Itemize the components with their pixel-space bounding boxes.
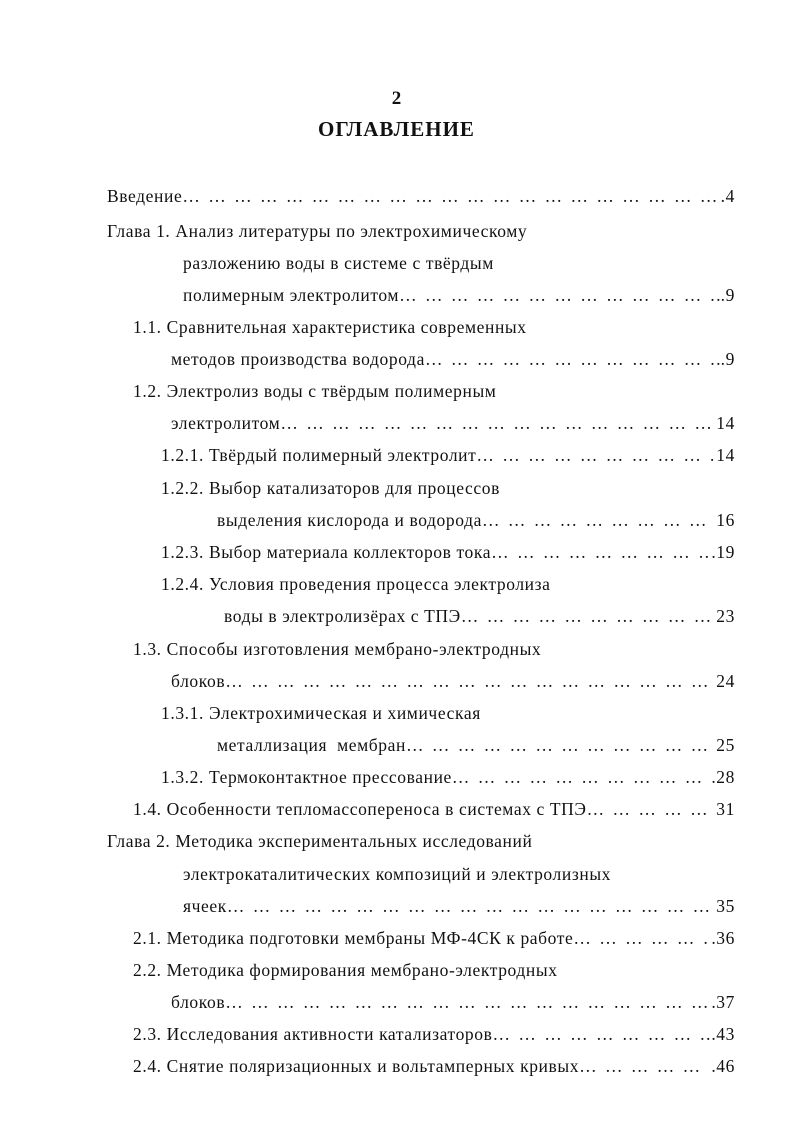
toc-leader: [493, 1023, 711, 1045]
toc-text: полимерным электролитом: [183, 285, 400, 305]
toc-leader: [579, 1055, 710, 1077]
toc-page: 35: [716, 896, 735, 916]
toc-text: ячеек: [183, 896, 227, 916]
toc-entry-chapter-2[interactable]: [183, 895, 735, 917]
toc-page: .43: [711, 1024, 735, 1044]
toc-text: 2.3. Исследования активности катализаторов: [133, 1024, 493, 1044]
toc-entry-section-1-2[interactable]: [171, 412, 735, 434]
toc-text: выделения кислорода и водорода: [217, 510, 482, 530]
toc-entry-section-2-2[interactable]: [171, 991, 735, 1013]
toc-page: 14: [716, 413, 735, 433]
toc-page: 31: [716, 799, 735, 819]
toc-entry-section-1-2-2[interactable]: [217, 509, 735, 531]
toc-leader: [482, 509, 715, 531]
toc-chapter-1-line2: разложению воды в системе с твёрдым: [183, 253, 494, 273]
toc-text: воды в электролизёрах с ТПЭ: [224, 606, 461, 626]
toc-leader: [491, 541, 710, 563]
toc-entry-section-1-3[interactable]: [171, 670, 735, 692]
toc-page: .9: [720, 349, 735, 369]
toc-page: .4: [720, 186, 735, 206]
toc-text: методов производства водорода: [171, 349, 425, 369]
toc-entry-section-2-4[interactable]: [133, 1055, 735, 1077]
page-title: ОГЛАВЛЕНИЕ: [318, 117, 475, 141]
toc-text: 1.3.2. Термоконтактное прессование: [161, 767, 452, 787]
toc-page: .37: [711, 992, 735, 1012]
toc-section-2-2-line1[interactable]: 2.2. Методика формирования мембрано-электродных: [133, 960, 558, 980]
toc-leader: [399, 284, 720, 306]
toc-leader: [461, 605, 715, 627]
toc-chapter-2-line2: электрокаталитических композиций и электролизных: [183, 864, 612, 884]
toc-leader: [280, 412, 715, 434]
toc-section-1-3-line1[interactable]: 1.3. Способы изготовления мембрано-электродных: [133, 639, 542, 659]
toc-text: 1.4. Особенности тепломассопереноса в системах с ТПЭ: [133, 799, 587, 819]
toc-entry-section-1-1[interactable]: [171, 348, 735, 370]
toc-text: блоков: [171, 992, 226, 1012]
toc-leader: [227, 895, 715, 917]
toc-entry-section-2-3[interactable]: [133, 1023, 735, 1045]
toc-text: металлизация мембран: [217, 735, 406, 755]
toc-text: 1.2.1. Твёрдый полимерный электролит: [161, 445, 477, 465]
toc-entry-chapter-1[interactable]: [183, 284, 735, 306]
toc-section-1-3-1-line1[interactable]: 1.3.1. Электрохимическая и химическая: [161, 703, 481, 723]
toc-text: 1.2.3. Выбор материала коллекторов тока: [161, 542, 492, 562]
toc-page: 14: [716, 445, 735, 465]
toc-leader: [225, 670, 715, 692]
toc-leader: [182, 185, 719, 207]
toc-leader: [406, 734, 715, 756]
toc-leader: [573, 927, 710, 949]
toc-text: 2.4. Снятие поляризационных и вольтамперных кривых: [133, 1056, 580, 1076]
toc-entry-section-2-1[interactable]: [133, 927, 735, 949]
toc-entry-section-1-2-3[interactable]: [161, 541, 735, 563]
toc-page: 23: [716, 606, 735, 626]
toc-page: .46: [711, 1056, 735, 1076]
toc-chapter-2-line1[interactable]: Глава 2. Методика экспериментальных исследований: [107, 831, 533, 851]
toc-entry-intro[interactable]: [107, 185, 735, 207]
page-number: 2: [391, 88, 402, 109]
toc-section-1-2-4-line1[interactable]: 1.2.4. Условия проведения процесса электролиза: [161, 574, 551, 594]
toc-page: .19: [711, 542, 735, 562]
toc-leader: [587, 798, 716, 820]
toc-leader: [452, 766, 710, 788]
toc-entry-section-1-4[interactable]: [133, 798, 735, 820]
toc-entry-section-1-2-4[interactable]: [224, 605, 735, 627]
toc-section-1-2-2-line1[interactable]: 1.2.2. Выбор катализаторов для процессов: [161, 478, 500, 498]
toc-text: электролитом: [171, 413, 281, 433]
toc-text: 2.1. Методика подготовки мембраны МФ-4СК к работе: [133, 928, 574, 948]
toc-leader: [225, 991, 710, 1013]
toc-entry-section-1-3-2[interactable]: [161, 766, 735, 788]
toc-text: Введение: [107, 186, 183, 206]
toc-page: 16: [716, 510, 735, 530]
toc-section-1-1-line1[interactable]: 1.1. Сравнительная характеристика современных: [133, 317, 527, 337]
toc-entry-section-1-2-1[interactable]: [161, 444, 735, 466]
toc-leader: [476, 444, 715, 466]
toc-page: 25: [716, 735, 735, 755]
toc-page: 24: [716, 671, 735, 691]
toc-text: блоков: [171, 671, 226, 691]
toc-section-1-2-line1[interactable]: 1.2. Электролиз воды с твёрдым полимерным: [133, 381, 497, 401]
toc-entry-section-1-3-1[interactable]: [217, 734, 735, 756]
toc-page: .28: [711, 767, 735, 787]
toc-chapter-1-line1[interactable]: Глава 1. Анализ литературы по электрохимическому: [107, 221, 528, 241]
toc-page: .36: [711, 928, 735, 948]
toc-page: .9: [720, 285, 735, 305]
toc-leader: [425, 348, 720, 370]
